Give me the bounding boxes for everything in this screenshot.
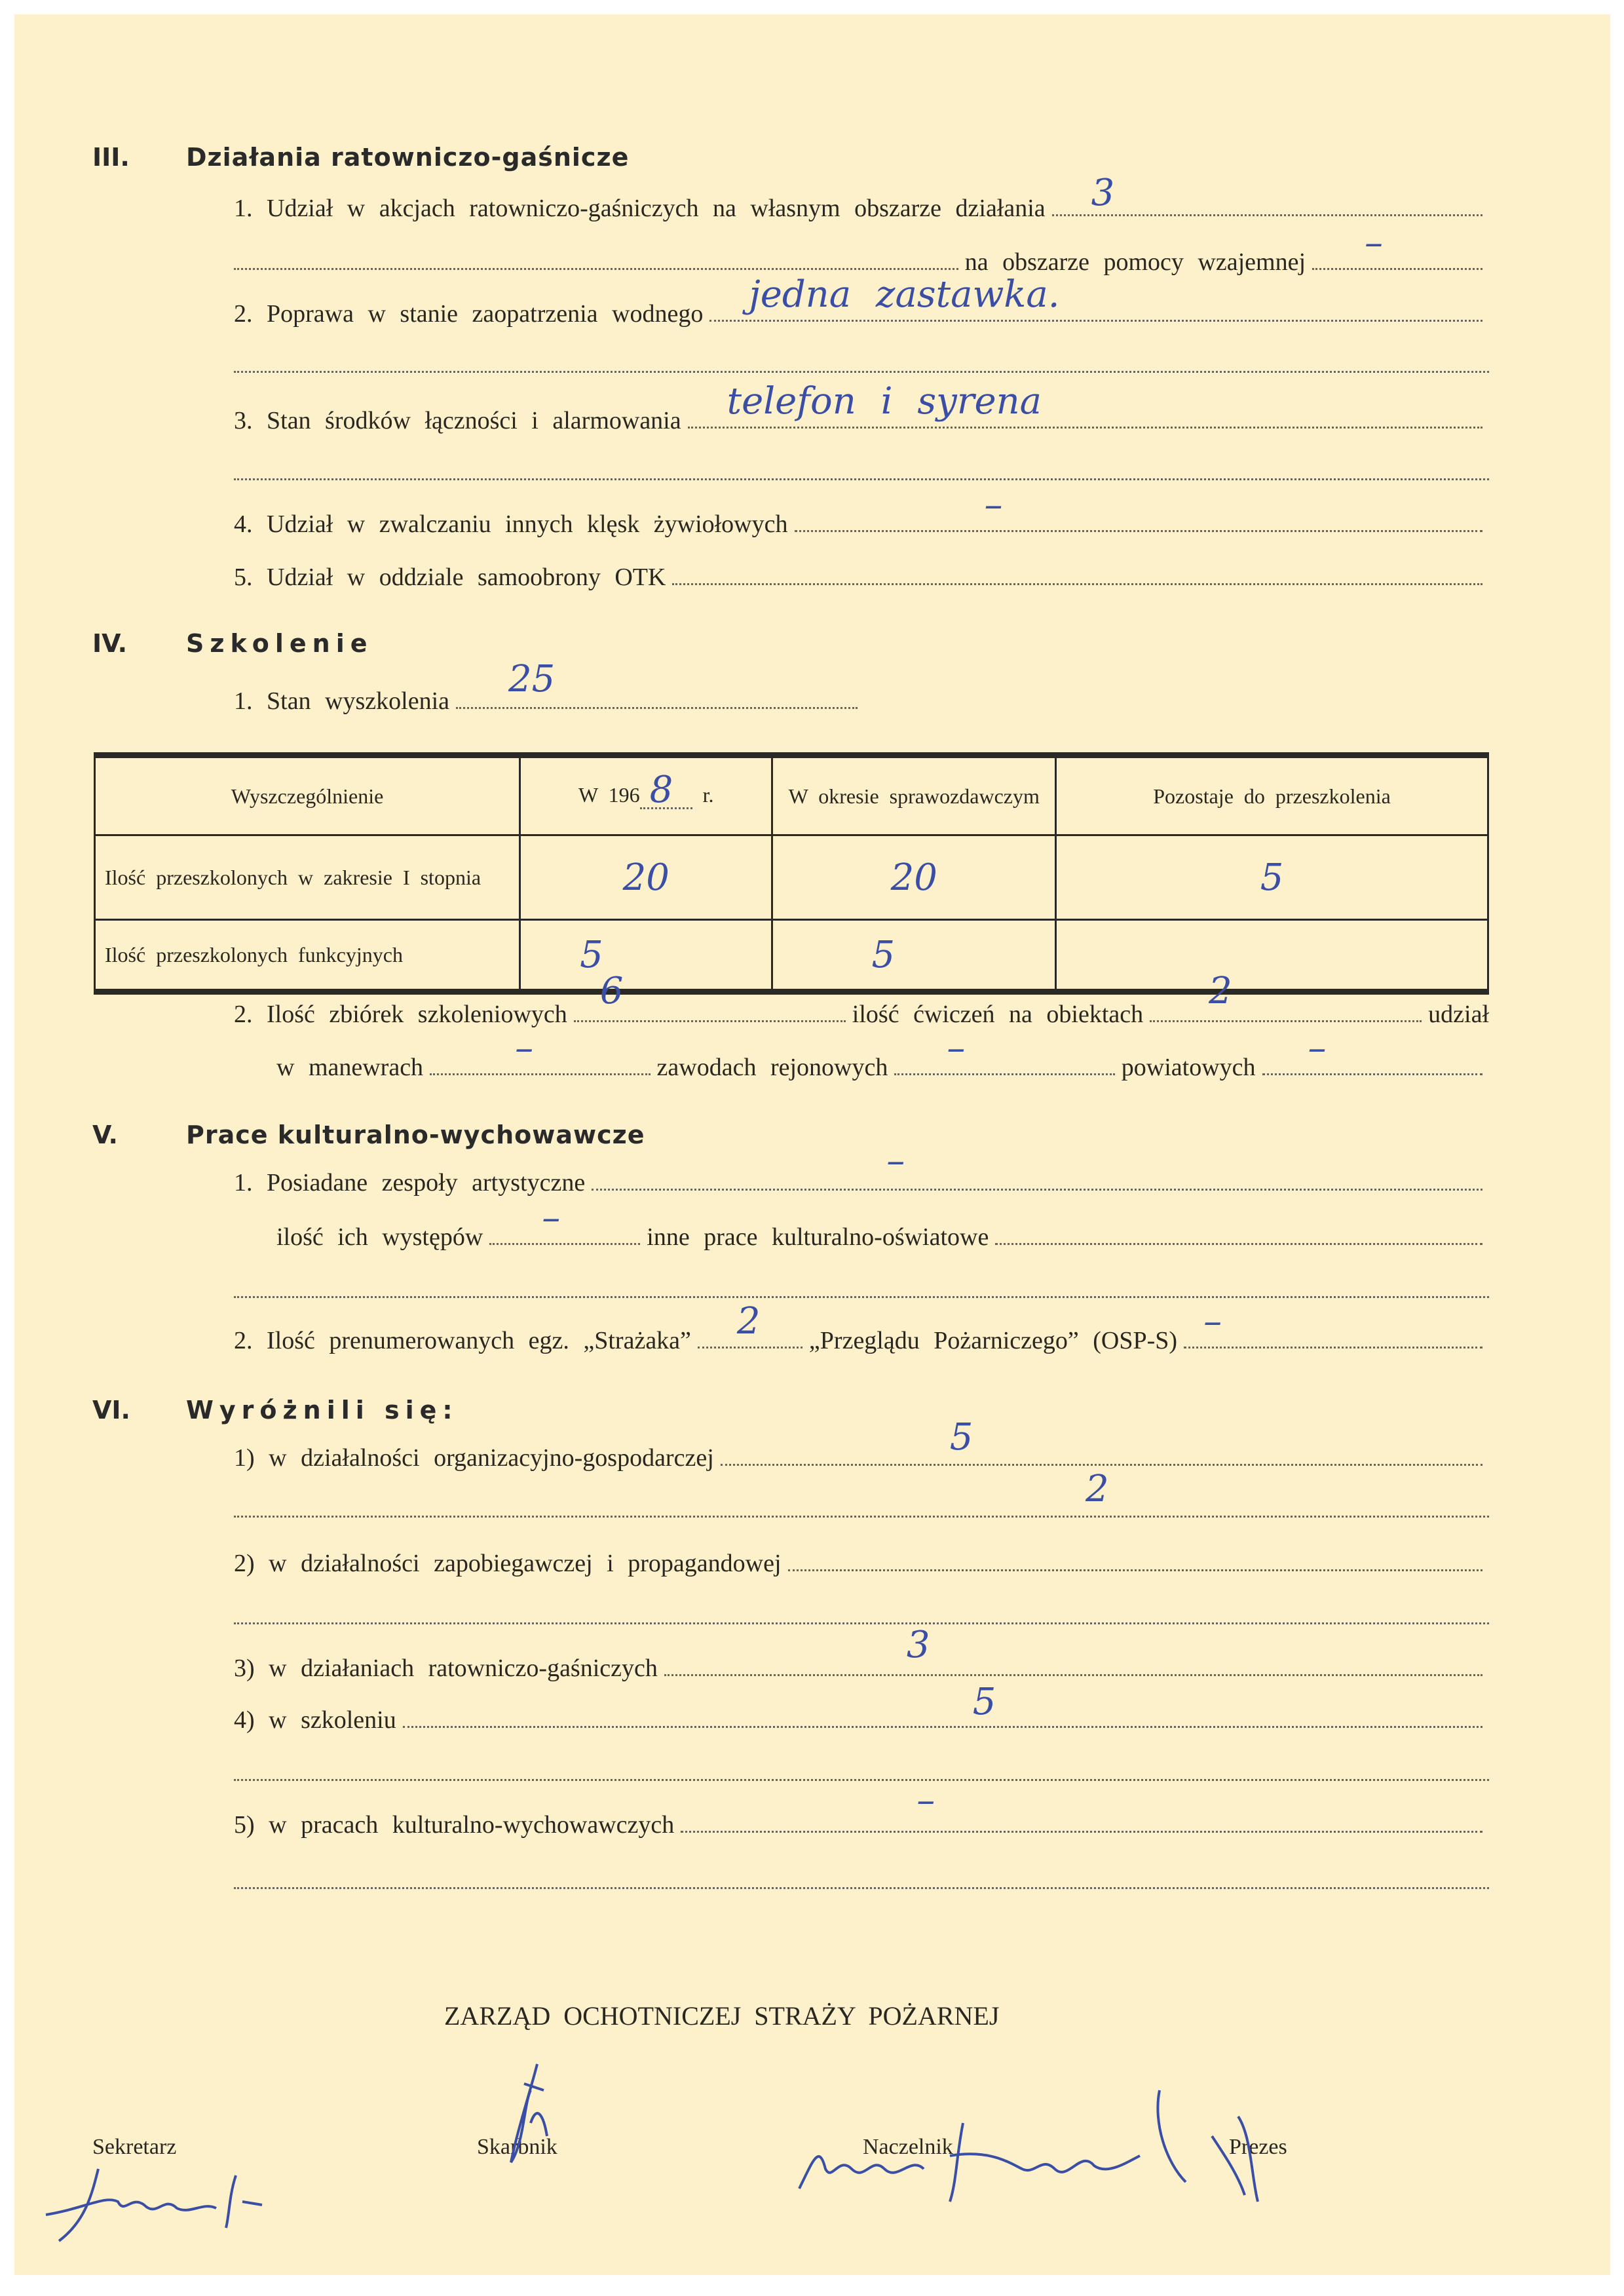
training-sessions-field[interactable] <box>574 970 846 1022</box>
handwritten-value: – <box>947 1027 966 1069</box>
item-training-level <box>234 658 864 716</box>
item-art-groups <box>234 1139 1489 1197</box>
mutual-aid-prefix-field[interactable] <box>234 248 958 270</box>
distinguished-organizational <box>234 1416 1489 1472</box>
section-5-heading <box>92 1120 645 1149</box>
item-communications <box>234 380 1489 435</box>
field-label: 3. Stan środków łączności i alarmowania <box>234 407 681 434</box>
item-subscriptions <box>234 1300 1489 1355</box>
item-own-area <box>234 172 1489 223</box>
field-label: 2. Ilość zbiórek szkoleniowych <box>234 1001 567 1028</box>
section-title: Wyróżnili się: <box>186 1396 459 1425</box>
treasurer-signature <box>485 2064 603 2169</box>
header-cell-year <box>520 756 772 835</box>
handwritten-value: 3 <box>1091 172 1115 214</box>
distinguished-cultural <box>234 1779 1489 1839</box>
water-supply-field[interactable] <box>709 273 1482 322</box>
strazak-subscriptions-field[interactable] <box>698 1300 803 1349</box>
table-header-row <box>95 756 1488 835</box>
section-title: Działania ratowniczo-gaśnicze <box>186 143 630 172</box>
handwritten-year-digit[interactable]: 8 <box>649 769 673 811</box>
distinguished-training <box>234 1681 1489 1734</box>
dotted-line <box>234 1296 1489 1298</box>
item-performances <box>276 1196 1489 1252</box>
field-label: 3) w działaniach ratowniczo-gaśniczych <box>234 1655 658 1682</box>
field-label: 1. Posiadane zespoły artystyczne <box>234 1169 586 1196</box>
table-row <box>95 835 1488 920</box>
field-label: udział <box>1428 1001 1490 1028</box>
section-number: IV. <box>92 629 128 658</box>
handwritten-value: 25 <box>508 658 556 700</box>
field-label: ilość ćwiczeń na obiektach <box>852 1001 1144 1028</box>
handwritten-value: – <box>1308 1027 1327 1069</box>
disasters-field[interactable] <box>795 484 1483 532</box>
handwritten-value: 5 <box>580 933 603 976</box>
dotted-line <box>234 1622 1489 1624</box>
section-number: V. <box>92 1120 118 1149</box>
table-row <box>95 920 1488 992</box>
handwritten-value: – <box>886 1139 905 1182</box>
item-disasters <box>234 484 1489 539</box>
cell-period[interactable] <box>772 920 1056 992</box>
field-label: 1. Udział w akcjach ratowniczo-gaśniczych na własnym obszarze działania <box>234 195 1046 222</box>
regional-competitions-field[interactable] <box>894 1027 1114 1075</box>
other-cultural-field[interactable] <box>995 1223 1482 1245</box>
section-3-heading <box>92 143 629 172</box>
role-treasurer: Skarbnik <box>477 2135 557 2159</box>
handwritten-value: – <box>542 1196 561 1239</box>
header-text: W 196 <box>578 783 640 807</box>
handwritten-value: 5 <box>871 933 896 976</box>
section-number: VI. <box>92 1396 130 1425</box>
organizational-field[interactable] <box>721 1416 1482 1466</box>
art-groups-field[interactable] <box>592 1139 1482 1191</box>
handwritten-value: 3 <box>906 1624 930 1666</box>
cultural-field[interactable] <box>681 1779 1482 1833</box>
maneuvers-field[interactable] <box>430 1027 650 1075</box>
handwritten-value: 6 <box>599 970 624 1012</box>
field-label: ilość ich występów <box>276 1223 483 1251</box>
field-label: 2) w działalności zapobiegawczej i propagandowej <box>234 1550 782 1577</box>
handwritten-value: 5 <box>949 1416 973 1459</box>
field-label: 2. Poprawa w stanie zaopatrzenia wodnego <box>234 300 704 328</box>
header-cell: W okresie sprawozdawczym <box>772 756 1056 835</box>
training-field[interactable] <box>403 1681 1482 1728</box>
cell-year[interactable] <box>520 920 772 992</box>
communications-field[interactable] <box>688 380 1482 429</box>
field-label: 4) w szkoleniu <box>234 1706 396 1734</box>
przeglad-subscriptions-field[interactable] <box>1184 1300 1482 1349</box>
own-area-field[interactable] <box>1052 172 1482 216</box>
dotted-line <box>234 1779 1489 1781</box>
chief-and-president-signatures <box>793 2084 1382 2215</box>
header-cell: Wyszczególnienie <box>95 756 520 835</box>
field-label: 1. Stan wyszkolenia <box>234 687 450 715</box>
handwritten-value: – <box>515 1027 534 1069</box>
handwritten-value: – <box>984 484 1003 526</box>
handwritten-value: 2 <box>1209 970 1232 1012</box>
rescue-field[interactable] <box>664 1624 1482 1676</box>
handwritten-value: jedna zastawka. <box>749 273 1060 316</box>
role-president: Prezes <box>1229 2135 1287 2159</box>
field-label: „Przeglądu Pożarniczego” (OSP-S) <box>808 1327 1178 1354</box>
item-mutual-aid <box>234 221 1489 277</box>
distinguished-prevention <box>234 1549 1489 1578</box>
field-label: zawodach rejonowych <box>656 1054 888 1081</box>
item-training-sessions <box>234 970 1490 1029</box>
section-4-heading <box>92 629 373 658</box>
exercises-field[interactable] <box>1150 970 1422 1022</box>
handwritten-value: telefon i syrena <box>727 380 1042 423</box>
item-competitions <box>276 1027 1489 1082</box>
cell-period[interactable] <box>772 835 1056 920</box>
secretary-signature <box>33 2156 334 2248</box>
prevention-field[interactable] <box>788 1550 1482 1571</box>
header-text: r. <box>702 783 714 807</box>
field-label: powiatowych <box>1121 1054 1256 1081</box>
dotted-line <box>234 1887 1489 1889</box>
item-water-supply <box>234 273 1489 328</box>
dotted-line <box>234 1468 1489 1518</box>
field-label: w manewrach <box>276 1054 424 1081</box>
distinguished-rescue <box>234 1624 1489 1683</box>
cell-remaining[interactable] <box>1056 835 1488 920</box>
section-title: Prace kulturalno-wychowawcze <box>186 1120 645 1149</box>
section-title: Szkolenie <box>186 629 373 658</box>
handwritten-value: 2 <box>1086 1468 1109 1510</box>
mutual-aid-field[interactable] <box>1312 221 1482 270</box>
field-label: na obszarze pomocy wzajemnej <box>964 248 1306 276</box>
field-label: 5) w pracach kulturalno-wychowawczych <box>234 1811 675 1839</box>
handwritten-value: 5 <box>1260 856 1284 899</box>
field-label: 1) w działalności organizacyjno-gospodarczej <box>234 1444 714 1472</box>
field-label: 4. Udział w zwalczaniu innych klęsk żywiołowych <box>234 510 788 538</box>
role-secretary: Sekretarz <box>92 2135 177 2159</box>
header-cell: Pozostaje do przeszkolenia <box>1056 756 1488 835</box>
row-label: Ilość przeszkolonych funkcyjnych <box>95 920 520 992</box>
handwritten-value: 20 <box>622 856 670 899</box>
performances-field[interactable] <box>489 1196 640 1245</box>
dotted-line <box>234 371 1489 373</box>
otk-field[interactable] <box>672 564 1482 585</box>
handwritten-value: – <box>1203 1300 1222 1343</box>
handwritten-value: 5 <box>972 1681 996 1723</box>
training-table <box>94 752 1489 995</box>
field-label: 2. Ilość prenumerowanych egz. „Strażaka” <box>234 1327 691 1354</box>
cell-year[interactable] <box>520 835 772 920</box>
field-label: inne prace kulturalno-oświatowe <box>647 1223 989 1251</box>
dotted-line <box>234 478 1489 480</box>
field-label: 5. Udział w oddziale samoobrony OTK <box>234 564 666 591</box>
board-title: ZARZĄD OCHOTNICZEJ STRAŻY POŻARNEJ <box>444 2001 1000 2031</box>
row-label: Ilość przeszkolonych w zakresie I stopnia <box>95 835 520 920</box>
handwritten-value: – <box>916 1779 935 1822</box>
handwritten-value: 20 <box>890 856 937 899</box>
training-level-field[interactable] <box>456 658 858 709</box>
role-chief: Naczelnik <box>863 2135 953 2159</box>
handwritten-value: – <box>1365 221 1383 264</box>
cell-remaining[interactable] <box>1056 920 1488 992</box>
county-competitions-field[interactable] <box>1262 1027 1482 1075</box>
section-6-heading <box>92 1396 459 1425</box>
item-otk <box>234 563 1489 592</box>
section-number: III. <box>92 143 130 172</box>
handwritten-value: 2 <box>736 1300 761 1343</box>
